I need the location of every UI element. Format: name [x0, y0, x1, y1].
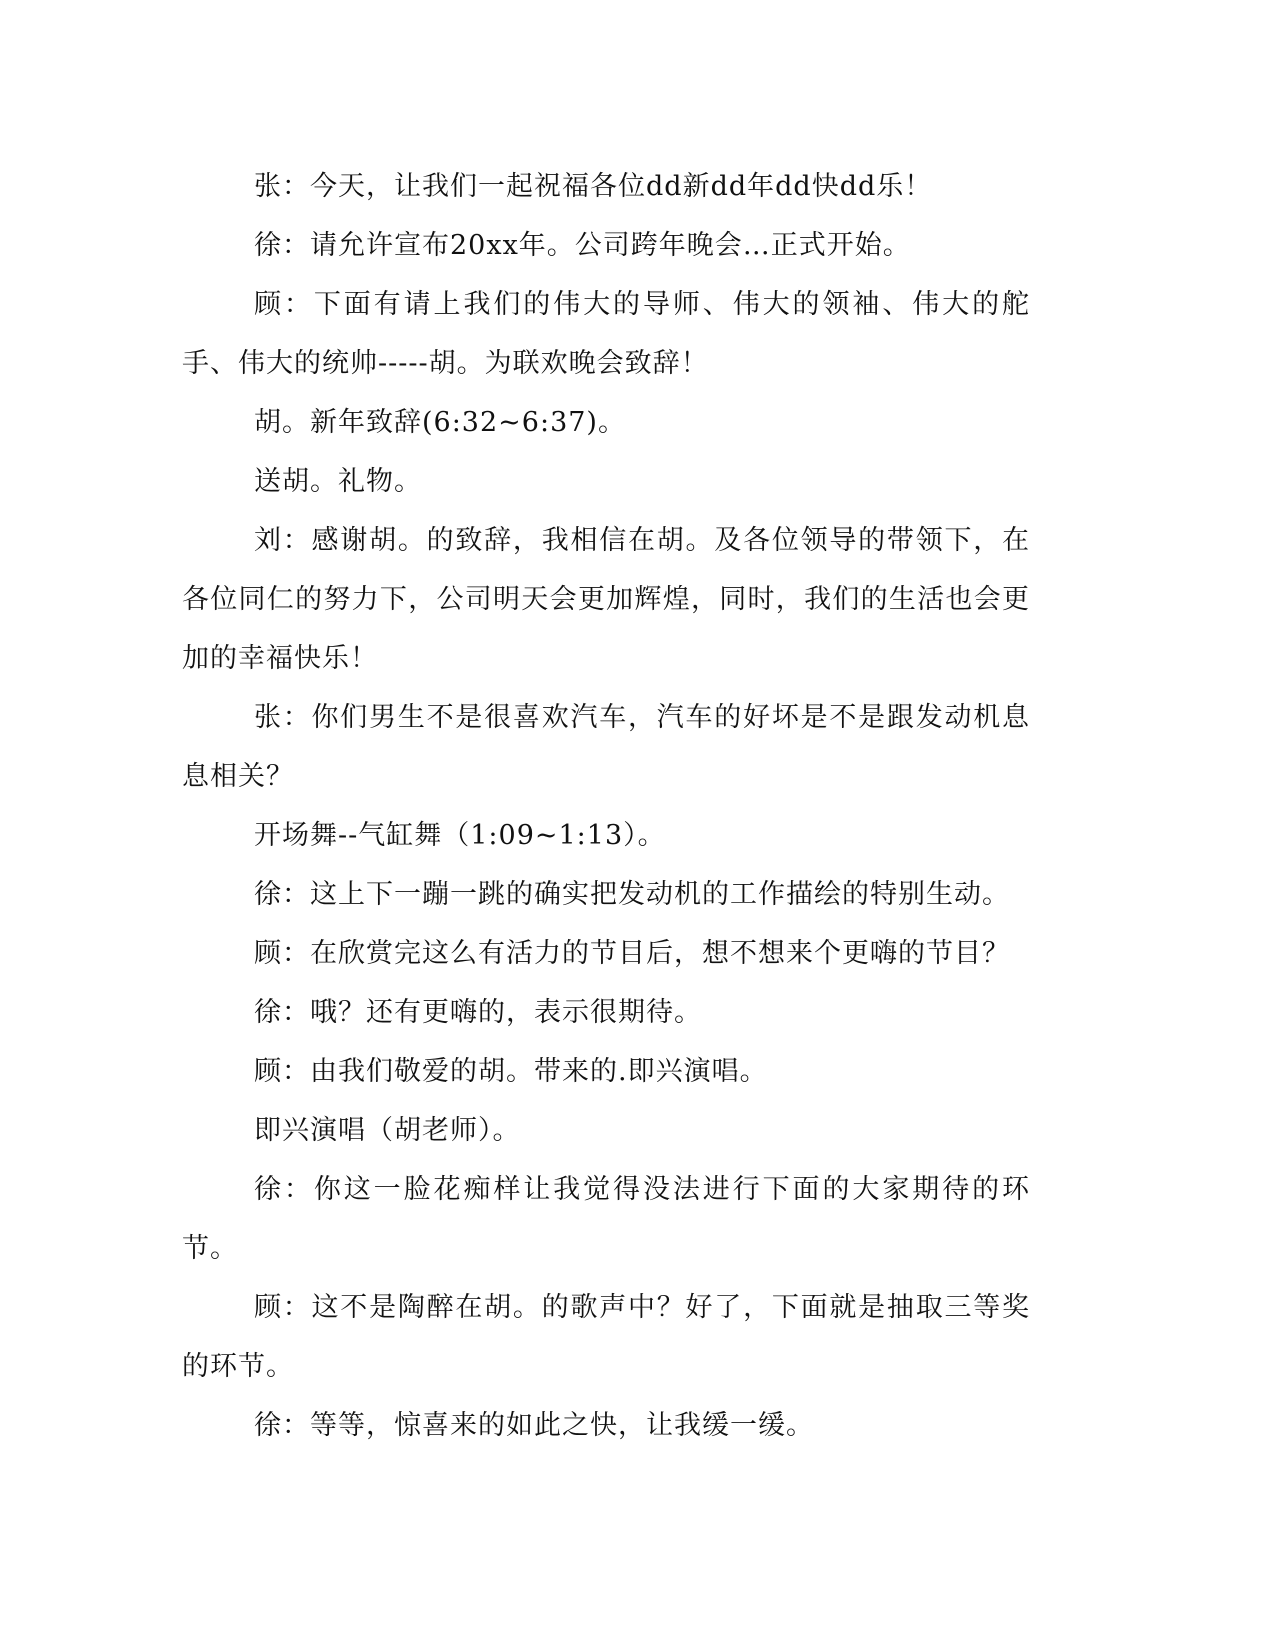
paragraph: 徐：请允许宣布20xx年。公司跨年晚会…正式开始。: [254, 230, 911, 261]
paragraph: 胡。新年致辞(6:32~6:37)。: [254, 407, 626, 438]
paragraph: 徐：等等，惊喜来的如此之快，让我缓一缓。: [254, 1410, 814, 1441]
paragraph: 顾：这不是陶醉在胡。的歌声中？好了，下面就是抽取三等奖的环节。: [182, 1292, 1030, 1382]
paragraph: 送胡。礼物。: [254, 466, 422, 497]
document-body: [182, 157, 1030, 1455]
paragraph: 即兴演唱（胡老师）。: [254, 1115, 521, 1146]
paragraph: 徐：哦？还有更嗨的，表示很期待。: [254, 997, 702, 1028]
paragraph: 顾：下面有请上我们的伟大的导师、伟大的领袖、伟大的舵手、伟大的统帅-----胡。为联欢晚会致辞！: [182, 289, 1030, 379]
paragraph: 顾：由我们敬爱的胡。带来的.即兴演唱。: [254, 1056, 768, 1087]
paragraph: 顾：在欣赏完这么有活力的节目后，想不想来个更嗨的节目？: [254, 938, 1010, 969]
paragraph: 张：今天，让我们一起祝福各位dd新dd年dd快dd乐！: [254, 171, 933, 202]
paragraph: 徐：这上下一蹦一跳的确实把发动机的工作描绘的特别生动。: [254, 879, 1010, 910]
paragraph: 徐：你这一脸花痴样让我觉得没法进行下面的大家期待的环节。: [182, 1174, 1030, 1264]
paragraph: 张：你们男生不是很喜欢汽车，汽车的好坏是不是跟发动机息息相关？: [182, 702, 1030, 792]
paragraph: 刘：感谢胡。的致辞，我相信在胡。及各位领导的带领下，在各位同仁的努力下，公司明天会更加辉煌，同时，我们的生活也会更加的幸福快乐！: [182, 525, 1030, 674]
paragraph: 开场舞--气缸舞（1:09~1:13）。: [254, 820, 666, 851]
